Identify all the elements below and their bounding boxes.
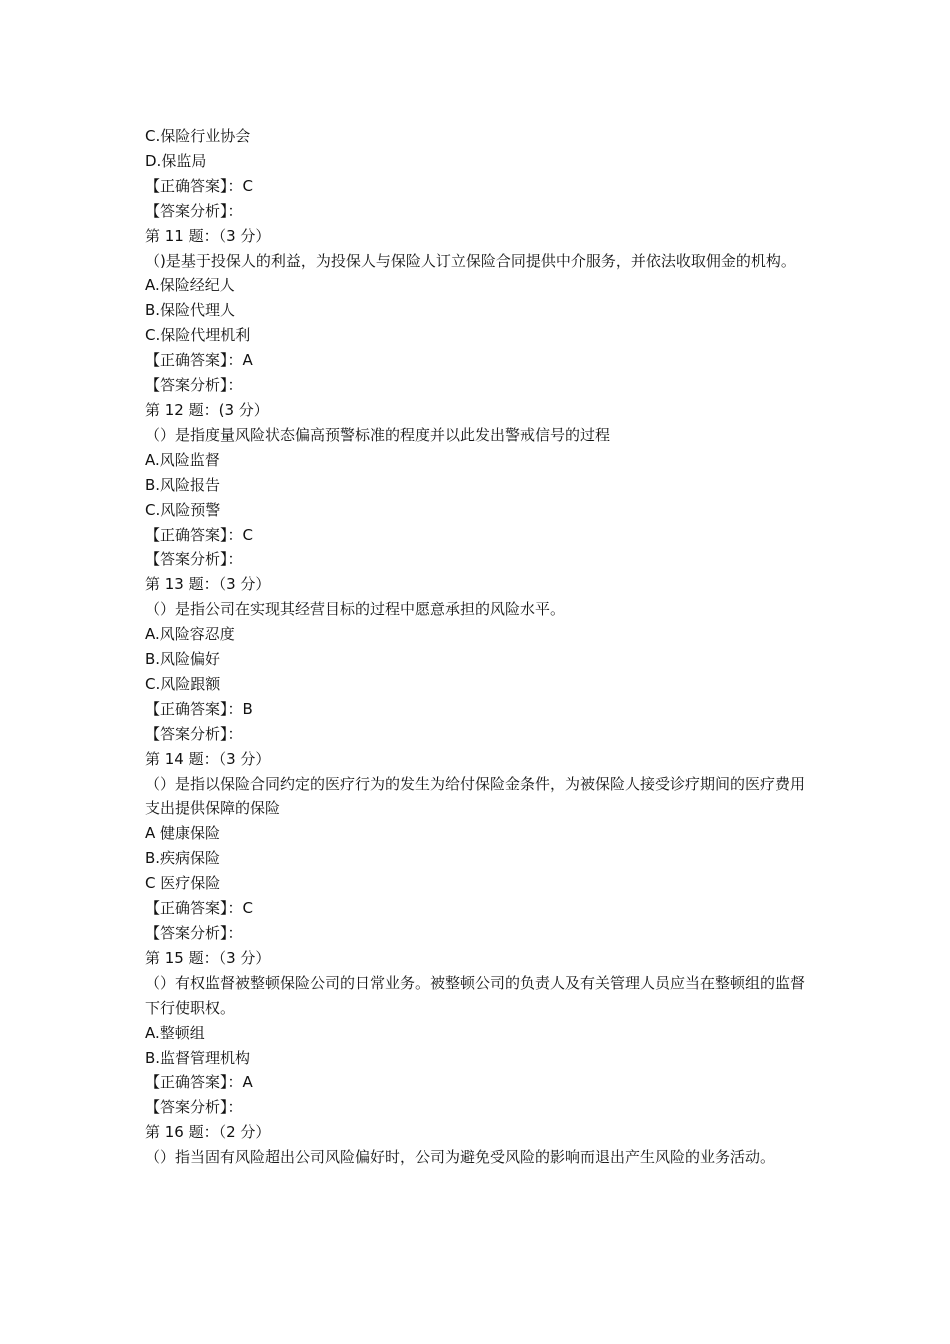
question-text: （）是指公司在实现其经营目标的过程中愿意承担的风险水平。 bbox=[145, 600, 566, 619]
answer-analysis: 【答案分析】： bbox=[145, 201, 243, 220]
correct-answer: 【正确答案】：A bbox=[145, 351, 253, 370]
question-header: 第 12 题：(3 分） bbox=[145, 400, 269, 419]
answer-analysis: 【答案分析】： bbox=[145, 1098, 243, 1117]
option-text: B.监督管理机构 bbox=[145, 1048, 251, 1067]
option-text: A.保险经纪人 bbox=[145, 276, 235, 295]
correct-answer: 【正确答案】：C bbox=[145, 176, 253, 195]
option-text: C.风险预警 bbox=[145, 500, 221, 519]
question-header: 第 14 题：（3 分） bbox=[145, 749, 271, 768]
option-text: A 健康保险 bbox=[145, 824, 221, 843]
option-text: D.保监局 bbox=[145, 151, 207, 170]
question-text: （）指当固有风险超出公司风险偏好时，公司为避免受风险的影响而退出产生风险的业务活动。 bbox=[145, 1148, 776, 1167]
question-text: （）有权监督被整顿保险公司的日常业务。被整顿公司的负责人及有关管理人员应当在整顿组的监督下行使职权。 bbox=[145, 973, 806, 1017]
question-header: 第 15 题：（3 分） bbox=[145, 948, 271, 967]
option-text: A.风险监督 bbox=[145, 450, 220, 469]
option-text: C 医疗保险 bbox=[145, 874, 221, 893]
question-header: 第 11 题：（3 分） bbox=[145, 226, 271, 245]
answer-analysis: 【答案分析】： bbox=[145, 376, 243, 395]
option-text: B.风险偏好 bbox=[145, 650, 221, 669]
question-text: （）是指以保险合同约定的医疗行为的发生为给付保险金条件，为被保险人接受诊疗期间的医疗费用支出提供保障的保险 bbox=[145, 774, 806, 818]
option-text: C.风险跟额 bbox=[145, 674, 221, 693]
question-text: （)是基于投保人的利益，为投保人与保险人订立保险合同提供中介服务，并依法收取佣金的机构。 bbox=[145, 251, 796, 270]
correct-answer: 【正确答案】：B bbox=[145, 699, 253, 718]
option-text: C.保险行业协会 bbox=[145, 127, 251, 145]
document-page bbox=[145, 124, 810, 1170]
option-text: B.风险报告 bbox=[145, 475, 221, 494]
option-text: B.疾病保险 bbox=[145, 849, 221, 868]
correct-answer: 【正确答案】：C bbox=[145, 899, 253, 918]
option-text: A.整顿组 bbox=[145, 1023, 205, 1042]
correct-answer: 【正确答案】：A bbox=[145, 1073, 253, 1092]
question-header: 第 13 题：（3 分） bbox=[145, 575, 271, 594]
question-header: 第 16 题：（2 分） bbox=[145, 1123, 271, 1142]
answer-analysis: 【答案分析】： bbox=[145, 924, 243, 942]
answer-analysis: 【答案分析】： bbox=[145, 724, 243, 743]
correct-answer: 【正确答案】：C bbox=[145, 525, 253, 544]
answer-analysis: 【答案分析】： bbox=[145, 550, 243, 569]
question-text: （）是指度量风险状态偏高预警标准的程度并以此发出警戒信号的过程 bbox=[145, 425, 611, 444]
option-text: A.风险容忍度 bbox=[145, 625, 235, 644]
option-text: B.保险代理人 bbox=[145, 301, 236, 320]
option-text: C.保险代埋机利 bbox=[145, 326, 251, 345]
